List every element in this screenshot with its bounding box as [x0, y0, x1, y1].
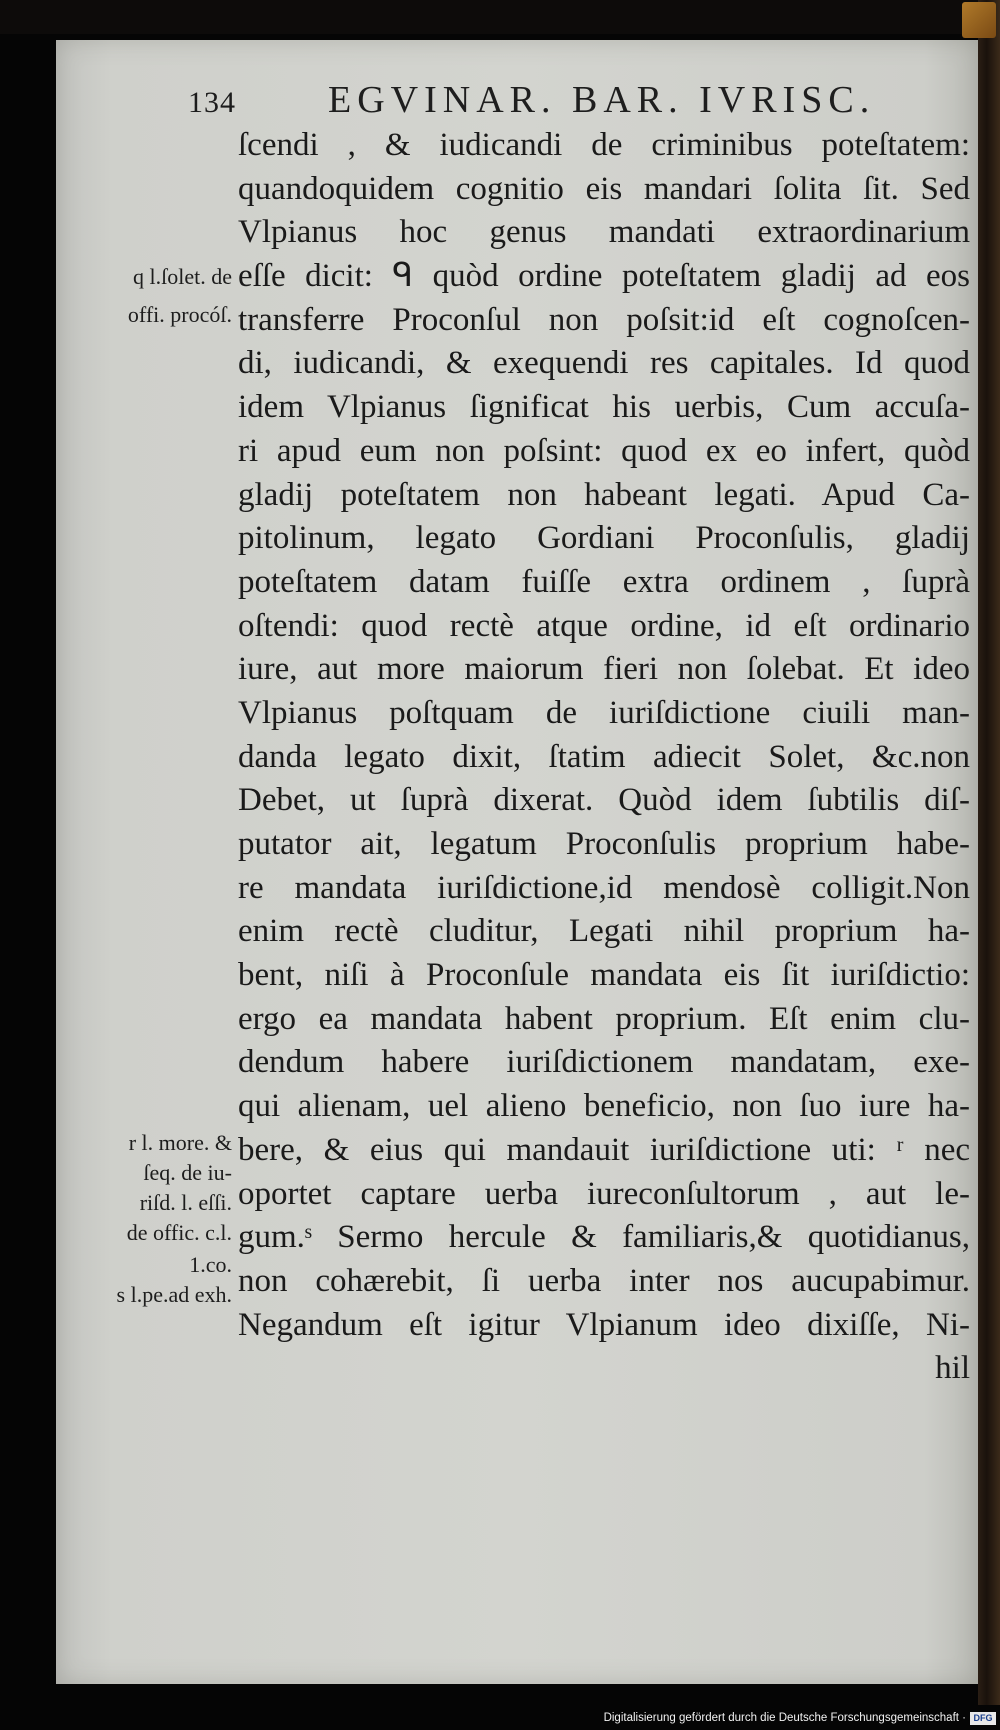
text-line: ergo ea mandata habent proprium. Eſt enim clu- — [238, 1000, 970, 1037]
text-line: poteſtatem datam fuiſſe extra ordinem , ſuprà — [238, 563, 970, 600]
text-line: ri apud eum non poſsint: quod ex eo infert, quòd — [238, 432, 970, 469]
page-number: 134 — [188, 86, 236, 119]
dfg-logo-icon: DFG — [970, 1712, 996, 1725]
main-text-block — [238, 124, 970, 1391]
text-line: oportet captare uerba iureconſultorum , aut le- — [238, 1175, 970, 1212]
margin-note: riſd. l. eſſi. — [139, 1190, 232, 1215]
text-line: qui alienam, uel alieno beneficio, non ſuo iure ha- — [238, 1088, 970, 1125]
text-line: ſcendi , & iudicandi de criminibus poteſtatem: — [238, 127, 970, 163]
text-line: danda legato dixit, ſtatim adiecit Solet, &c.non — [238, 738, 970, 775]
text-line: oſtendi: quod rectè atque ordine, id eſt ordinario — [238, 607, 970, 644]
margin-note: 1.co. — [189, 1252, 232, 1277]
catchword: hil — [935, 1350, 970, 1387]
text-line: re mandata iuriſdictione,id mendosè colligit.Non — [238, 869, 970, 906]
text-line: quandoquidem cognitio eis mandari ſolita ſit. Sed — [238, 170, 970, 207]
text-line: dendum habere iuriſdictionem mandatam, exe- — [238, 1044, 970, 1081]
text-line: iure, aut more maiorum fieri non ſolebat. Et ideo — [238, 651, 970, 688]
text-line: bent, niſi à Proconſule mandata eis ſit iuriſdictio: — [238, 957, 970, 994]
margin-note: q l.ſolet. de — [133, 264, 232, 289]
text-line: Vlpianus hoc genus mandati extraordinarium — [238, 214, 970, 251]
funding-credit: Digitalisierung gefördert durch die Deutsche Forschungsgemeinschaft · — [603, 1712, 966, 1724]
bookmark-tab-icon — [962, 2, 996, 38]
text-line: pitolinum, legato Gordiani Proconſulis, gladij — [238, 520, 970, 557]
text-line: enim rectè cluditur, Legati nihil proprium ha- — [238, 913, 970, 950]
text-line: di, iudicandi, & exequendi res capitales. Id quod — [238, 345, 970, 382]
running-head: EGVINAR. BAR. IVRISC. — [328, 79, 876, 121]
text-line: bere, & eius qui mandauit iuriſdictione uti: ʳ nec — [238, 1131, 970, 1168]
margin-note: s l.pe.ad exh. — [116, 1282, 232, 1307]
margin-note: de offic. c.l. — [126, 1220, 232, 1245]
margin-note: offi. procóſ. — [127, 302, 232, 327]
text-line: putator ait, legatum Proconſulis proprium habe- — [238, 826, 970, 862]
text-line: eſſe dicit: ᑫ quòd ordine poteſtatem gladij ad eos — [238, 258, 970, 295]
margin-note: ſeq. de iu- — [143, 1160, 232, 1185]
text-line: Vlpianus poſtquam de iuriſdictione ciuili man- — [238, 694, 970, 731]
text-line: gum.ˢ Sermo hercule & familiaris,& quotidianus, — [238, 1219, 970, 1256]
text-line: non cohærebit, ſi uerba inter nos aucupabimur. — [238, 1262, 970, 1299]
text-line: gladij poteſtatem non habeant legati. Apud Ca- — [238, 476, 970, 513]
scan-top-border — [0, 0, 1000, 34]
book-edge — [978, 0, 1000, 1705]
text-line: Negandum eſt igitur Vlpianum ideo dixiſſe, Ni- — [238, 1306, 970, 1343]
margin-note: r l. more. & — [128, 1130, 232, 1155]
text-line: Debet, ut ſuprà dixerat. Quòd idem ſubtilis diſ- — [238, 782, 970, 819]
text-line: idem Vlpianus ſignificat his uerbis, Cum accuſa- — [238, 389, 970, 426]
text-line: transferre Proconſul non poſsit:id eſt cognoſcen- — [238, 301, 970, 338]
